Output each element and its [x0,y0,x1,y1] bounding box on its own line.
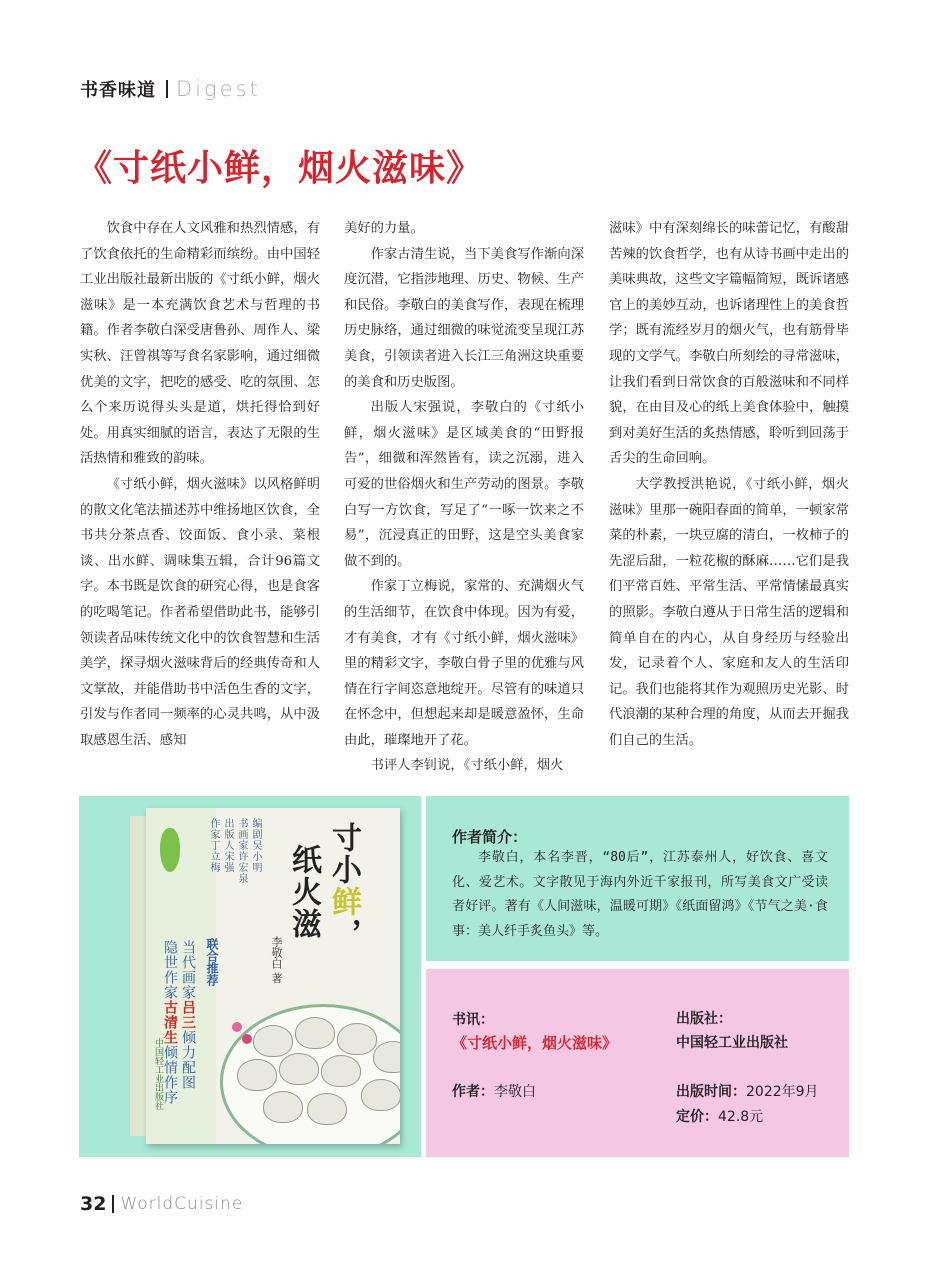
date-label: 出版时间： [676,1084,746,1100]
cover-recommender: 书画家许宏泉 [236,818,247,884]
section-header [80,74,261,104]
page-number: 32 [80,1193,107,1215]
author-value: 李敬白 [494,1084,536,1100]
paragraph: 《寸纸小鲜，烟火滋味》以风格鲜明的散文化笔法描述苏中维扬地区饮食，全书共分茶点香、饺面饭、食小录、菜根谈、出水鲜、调味集五辑，合计96篇文字。本书既是饮食的研究心得，也是食客的吃喝笔记。作者希望借助此书，能够引领读者品味传统文化中的饮食智慧和生活美学，探寻烟火滋味背后的经典传奇和人文掌故，并能借助书中活色生香的文字，引发与作者同一频率的心灵共鸣，从中汲取感恩生活、感知 [80,476,320,748]
date-info [676,1081,819,1101]
cover-recommender: 编剧吴小明 [250,818,261,873]
article-column-1 [80,216,320,753]
publisher-value: 中国轻工业出版社 [676,1035,788,1051]
paragraph: 大学教授洪艳说，《寸纸小鲜，烟火滋味》里那一碗阳春面的简单，一顿家常菜的朴素，一块豆腐的清白，一枚柿子的先涩后甜，一粒花椒的酥麻……它们是我们平常百姓、平常生活、平常情愫最真实的照影。李敬白遵从于日常生活的逻辑和简单自在的内心，从自身经历与经验出发，记录着个人、家庭和友人的生活印记。我们也能将其作为观照历史光影、时代浪潮的某种合理的角度，从而去开掘我们自己的生活。 [609,476,849,748]
cover-recommender: 出版人宋强 [222,818,233,873]
paragraph: 书评人李钊说，《寸纸小鲜，烟火 [370,758,564,774]
cover-recommend-label: 联合推荐 [205,938,219,986]
paragraph: 美好的力量。 [344,221,424,236]
price-info [676,1106,763,1126]
dumpling-plate-illustration [220,1004,400,1144]
gourd-illustration [160,828,180,872]
date-value: 2022年9月 [746,1084,819,1100]
book-info-title: 《寸纸小鲜，烟火滋味》 [452,1034,618,1052]
cover-publisher: 中国轻工业出版社 [153,1038,163,1110]
paragraph: 作家丁立梅说，家常的、充满烟火气的生活细节，在饮食中体现。因为有爱，才有美食，才有《寸纸小鲜，烟火滋味》里的精彩文字，李敬白骨子里的优雅与风情在行字间恣意地绽开。尽管有的味道只在怀念中，但想起来却是暖意盈怀，生命由此，璀璨地开了花。 [344,579,584,748]
article-column-3 [609,216,849,753]
book-spine [130,816,147,1136]
paragraph: 出版人宋强说，李敬白的《寸纸小鲜，烟火滋味》是区域美食的“田野报告”，细微和浑然皆有，读之沉溺，进入可爱的世俗烟火和生产劳动的图景。李敬白写一方饮食，写足了“一啄一饮来之不易”，沉浸真正的田野，这是空头美食家做不到的。 [344,400,584,569]
dumpling [307,1093,347,1125]
author-intro-text [452,846,828,944]
book-cover-image [130,808,400,1144]
page-footer [80,1190,243,1218]
book-info-panel [426,969,849,1157]
flower-illustration [242,1034,252,1044]
cover-tagline: 当代画家吕三倾力配图 [180,940,196,1090]
dumpling [237,1059,277,1091]
cover-tagline: 隐世作家古清生倾情作序 [162,940,178,1105]
author-intro-heading: 作者简介： [452,828,528,846]
section-divider [166,80,168,98]
paragraph: 滋味》中有深刻绵长的味蕾记忆，有酸甜苦辣的饮食哲学，也有从诗书画中走出的美味典故，这些文字篇幅简短，既诉诸感官上的美妙互动，也诉诸理性上的美食哲学；既有流经岁月的烟火气，也有筋骨毕现的文学气。李敬白所刻绘的寻常滋味，让我们看到日常饮食的百般滋味和不同样貌，在由目及心的纸上美食体验中，触摸到对美好生活的炙热情感，聆听到回荡于舌尖的生命回响。 [609,221,849,467]
footer-divider [112,1195,114,1213]
dumpling [373,1041,400,1073]
article-title: 《寸纸小鲜，烟火滋味》 [76,148,484,189]
book-info-label: 书讯： [452,1012,494,1028]
dumpling [337,1023,377,1055]
price-value: 42.8元 [718,1109,764,1125]
book-cover [146,808,400,1144]
dumpling [321,1055,361,1087]
cover-author: 李敬白 著 [270,936,283,984]
dumpling [263,1091,303,1123]
price-label: 定价： [676,1109,718,1125]
section-name-en: Digest [176,77,261,101]
dumpling [253,1025,293,1057]
author-info [452,1081,536,1101]
flower-illustration [232,1022,242,1032]
publisher-label: 出版社： [676,1011,732,1027]
dumpling [279,1053,319,1085]
paragraph: 李敬白，本名李晋，“80后”，江苏泰州人，好饮食、喜文化、爱艺术。文字散见于海内外近千家报刊，所写美食文广受读者好评。著有《人间滋味，温暖可期》《纸面留鸿》《节气之美·食事：美人纤手炙鱼头》等。 [452,850,828,939]
dumpling [295,1017,335,1049]
dumpling [361,1079,400,1111]
cover-recommender: 作家丁立梅 [208,818,219,873]
paragraph: 饮食中存在人文风雅和热烈情感，有了饮食依托的生命精彩而缤纷。由中国轻工业出版社最新出版的《寸纸小鲜，烟火滋味》是一本充满饮食艺术与哲理的书籍。作者李敬白深受唐鲁孙、周作人、梁实秋、汪曾祺等写食名家影响，通过细微优美的文字，把吃的感受、吃的氛围、怎么个来历说得头头是道，烘托得恰到好处。用真实细腻的语言，表达了无限的生活热情和雅致的韵味。 [80,221,320,467]
magazine-name: WorldCuisine [120,1194,244,1214]
cover-title-left: 纸火滋 [286,844,321,940]
section-name: 书香味道 [80,80,156,101]
article-column-2 [344,216,584,779]
cover-title-right: 寸小鲜， [326,822,361,950]
paragraph: 作家古清生说，当下美食写作渐向深度沉潜，它指涉地理、历史、物候、生产和民俗。李敬白的美食写作，表现在梳理历史脉络，通过细微的味觉流变呈现江苏美食，引领读者进入长江三角洲这块重要的美食和历史版图。 [344,246,584,390]
author-label: 作者： [452,1084,494,1100]
